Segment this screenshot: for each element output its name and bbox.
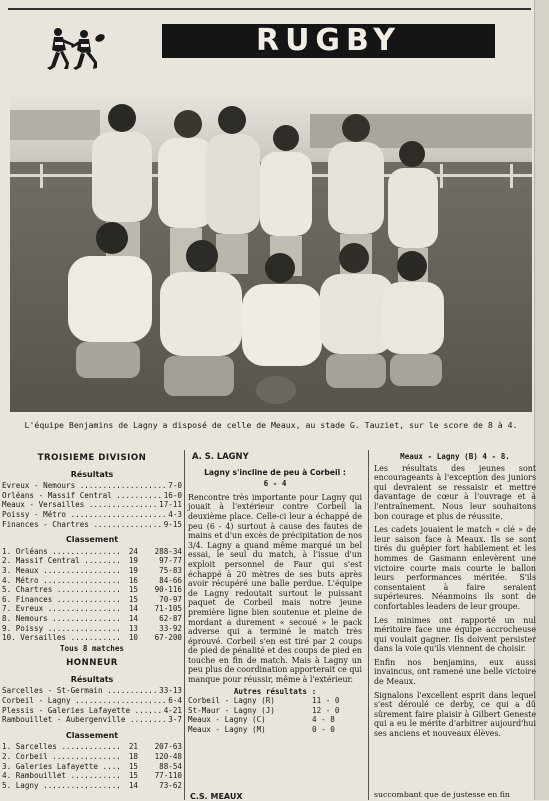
article-paragraph: Enfin nos benjamins, eux aussi invaincus, ont ramené une belle victoire de Meaux. — [374, 657, 536, 687]
result-row: Plessis - Galeries Lafayette ..... 4-21 — [2, 706, 182, 716]
result-row: Meaux - Lagny (C) 4 - 8 — [188, 715, 335, 725]
honneur-standings — [2, 742, 182, 790]
match-score: 6 - 4 — [263, 479, 287, 489]
column-rule — [368, 450, 369, 800]
result-row: Sarcelles - St-Germain ..... 33-13 — [2, 686, 182, 696]
standings-column — [2, 452, 182, 790]
results-title: Résultats — [70, 469, 114, 479]
results-title: Résultats — [70, 674, 114, 684]
article-paragraph: Les cadets jouaient le match « clé » de leur saison face à Meaux. Ils se sont tirés du guêpier fort habilement et les hommes de Gasmann enlevèrent une victoire courte mais courte le ballon leurs performances méritée. S'ils consentaient à faire seraient supérieures. Néanmoins ils sont de confortables leaders de leur groupe. — [374, 525, 536, 611]
continued-text: succombant que de justesse en fin — [374, 790, 510, 799]
standings-row: 4. Métro ..... 16 84-66 — [2, 576, 182, 586]
matches-note: Tous 8 matches — [59, 643, 124, 653]
standings-row: 2. Corbeil ..... 18 120-48 — [2, 752, 182, 762]
honneur-results — [2, 686, 182, 724]
standings-row: 9. Poissy ..... 13 33-92 — [2, 624, 182, 634]
result-row: Rambouillet - Aubergenville ..... 3-7 — [2, 715, 182, 725]
division-title: TROISIEME DIVISION — [37, 453, 147, 463]
standings-row: 6. Finances ..... 15 70-97 — [2, 595, 182, 605]
standings-row: 2. Massif Central ..... 19 97-77 — [2, 556, 182, 566]
standings-title: Classement — [65, 730, 119, 740]
result-row: Evreux - Nemours ..... 7-0 — [2, 481, 182, 491]
result-row: Orléans - Massif Central ..... 16-0 — [2, 491, 182, 501]
standings-row: 1. Sarcelles ..... 21 207-63 — [2, 742, 182, 752]
photo-caption: L'équipe Benjamins de Lagny a disposé de celle de Meaux, au stade G. Tauziet, sur le score de 8 à 4. — [24, 420, 518, 430]
article-paragraph: Les minimes ont rapporté un nul méritoire face une équipe accrocheuse qui voulait gagner. Ils doivent persister dans la voie qu'ils viennent de choisir. — [374, 615, 536, 654]
youth-column — [374, 452, 536, 739]
other-results-title: Autres résultats : — [233, 686, 317, 696]
standings-row: 1. Orléans ..... 24 288-34 — [2, 547, 182, 557]
result-row: Meaux - Versailles ..... 17-11 — [2, 500, 182, 510]
club-name: A. S. LAGNY — [192, 451, 249, 461]
standings-row: 7. Evreux ..... 14 71-105 — [2, 604, 182, 614]
standings-row: 4. Rambouillet ..... 15 77-110 — [2, 771, 182, 781]
result-row: St-Maur - Lagny (J) 12 - 0 — [188, 705, 340, 715]
standings-row: 3. Meaux ..... 19 75-83 — [2, 566, 182, 576]
standings-row: 5. Lagny ..... 14 73-62 — [2, 781, 182, 791]
article-subtitle: Lagny s'incline de peu à Corbeil : — [204, 467, 346, 477]
standings-row: 8. Nemours ..... 14 62-87 — [2, 614, 182, 624]
other-results — [188, 696, 362, 734]
adjacent-page-edge — [534, 0, 549, 800]
result-row: Poissy - Métro ..... 4-3 — [2, 510, 182, 520]
article-paragraph: Les résultats des jeunes sont encourageants à l'exception des juniors qui devraient se ressaisir et mettre davantage de cœur à l'ouvrage et à l'entraînement. Nous leur souhaitons bon courage et plus de réussite. — [374, 463, 536, 521]
section-banner — [162, 24, 495, 58]
standings-row: 10. Versailles ..... 10 67-200 — [2, 633, 182, 643]
result-row: Finances - Chartres ..... 9-15 — [2, 520, 182, 530]
standings-row: 5. Chartres ..... 15 90-116 — [2, 585, 182, 595]
next-section-heading: C.S. MEAUX — [190, 792, 243, 801]
section-title: RUGBY — [255, 23, 402, 58]
result-row: Corbeil - Lagny ..... 6-4 — [2, 696, 182, 706]
article-paragraph: Rencontre très importante pour Lagny qui jouait à l'extérieur contre Corbeil la deuxième place. Celle-ci leur a échappé de peu (6 - 4) surtout à cause des fautes de mains et d'un excès de précipitation de nos 3/4. Lagny a quand même marqué un bel essai, le seul du match, à l'issue d'un exploit personnel de Faur qui s'est échappé à 20 mètres de ses buts après avoir récupéré une balle perdue. L'équipe de Lagny redoutait surtout le puissant paquet de Corbeil mais notre jeune première ligne bien soutenue et pleine de mordant a durement « secoué » le pack adverse qui a terminé le match très éprouvé. Corbeil s'en est tiré par 2 coups de pied de pénalité et des coups de pied en touche en fin de match. Mais à Lagny un peu plus de coordination apporterait ce qui manque pour réussir, même à l'extérieur. — [188, 492, 362, 685]
column-rule — [184, 450, 185, 800]
result-row: Corbeil - Lagny (R) 11 - 0 — [188, 696, 340, 706]
article-paragraph: Signalons l'excellent esprit dans lequel s'est déroulé ce derby, ce qui a dû sûrement faire plaisir à Gilbert Geneste qui a eu le mérite d'arbitrer aujourd'hui ses anciens et nouveaux élèves. — [374, 690, 536, 739]
lagny-column — [188, 452, 362, 735]
division-standings — [2, 547, 182, 643]
honneur-title: HONNEUR — [66, 658, 118, 669]
rugby-players-icon — [44, 22, 108, 74]
team-photo — [10, 96, 532, 412]
standings-row: 3. Galeries Lafayette ..... 15 88-54 — [2, 762, 182, 772]
result-row: Meaux - Lagny (M) 0 - 0 — [188, 725, 335, 735]
top-rule — [8, 8, 531, 10]
standings-title: Classement — [65, 535, 119, 545]
division-results — [2, 481, 182, 529]
result-line: Meaux - Lagny (B) 4 - 8. — [400, 452, 510, 461]
